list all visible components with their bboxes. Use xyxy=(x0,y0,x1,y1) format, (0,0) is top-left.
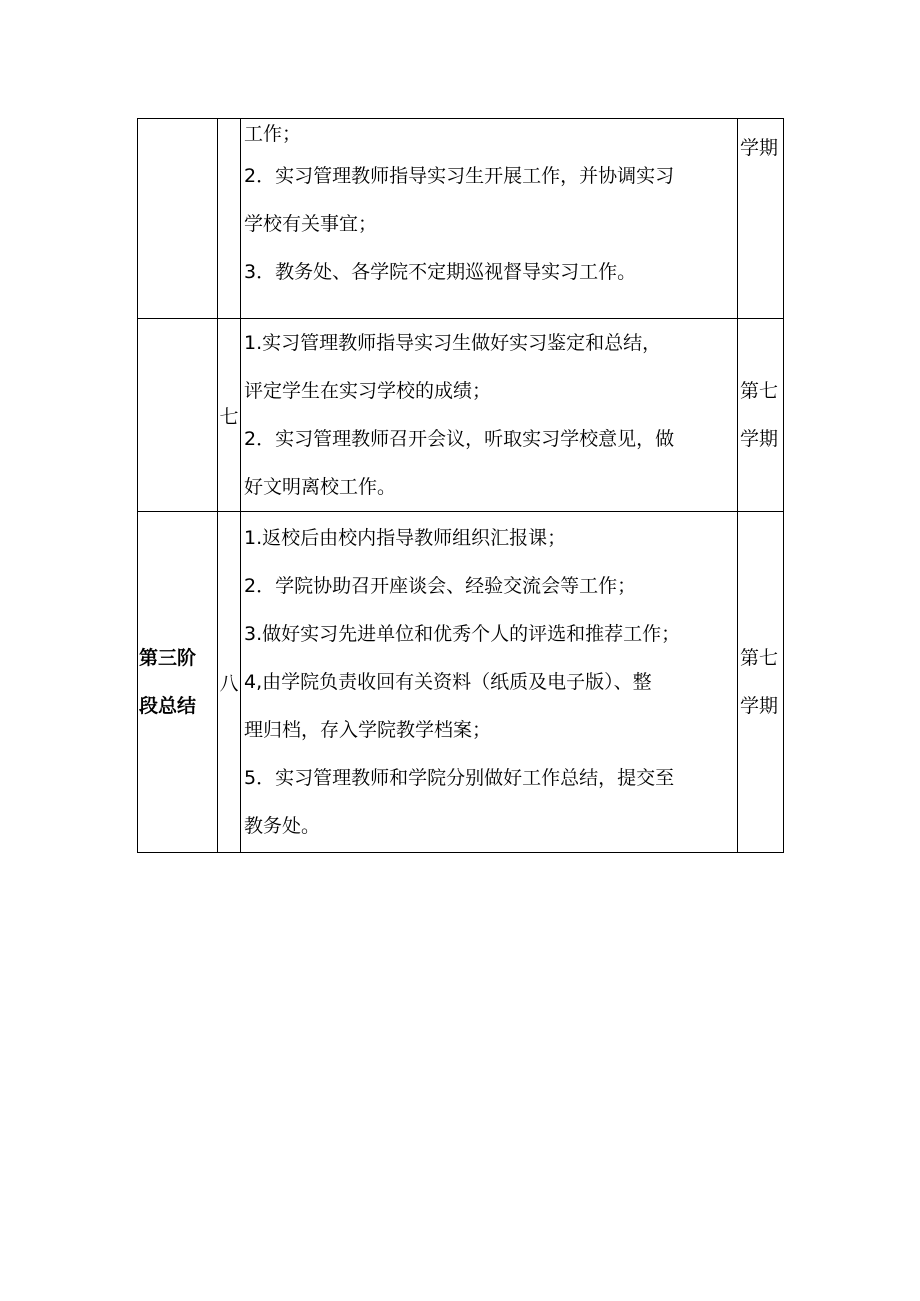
content-line: 5．实习管理教师和学院分别做好工作总结，提交至 xyxy=(244,767,675,789)
table-row xyxy=(138,119,784,319)
content-line: 3．教务处、各学院不定期巡视督导实习工作。 xyxy=(244,261,637,283)
week-cell xyxy=(218,512,241,853)
content-line: 好文明离校工作。 xyxy=(244,476,397,498)
content-line: 理归档，存入学院教学档案； xyxy=(244,719,492,741)
time-cell xyxy=(738,119,784,319)
stage-cell xyxy=(138,319,218,512)
schedule-table xyxy=(137,118,784,853)
stage-cell xyxy=(138,119,218,319)
content-line: 2．实习管理教师召开会议，听取实习学校意见，做 xyxy=(244,428,675,450)
stage-label-line: 段总结 xyxy=(139,695,197,717)
time-line: 学期 xyxy=(740,428,779,450)
stage-label-line: 第三阶 xyxy=(139,647,197,669)
content-line: 1.返校后由校内指导教师组织汇报课； xyxy=(244,527,567,549)
week-label: 七 xyxy=(219,405,239,428)
content-line: 学校有关事宜； xyxy=(244,213,378,235)
time-line: 学期 xyxy=(740,695,779,717)
week-label: 八 xyxy=(219,672,239,695)
time-line: 第七 xyxy=(740,647,779,669)
content-line: 2．实习管理教师指导实习生开展工作，并协调实习 xyxy=(244,165,675,187)
content-cell xyxy=(241,319,738,512)
content-line: 2．学院协助召开座谈会、经验交流会等工作； xyxy=(244,575,637,597)
content-line: 1.实习管理教师指导实习生做好实习鉴定和总结， xyxy=(244,332,662,354)
content-line: 评定学生在实习学校的成绩； xyxy=(244,380,492,402)
time-line: 第七 xyxy=(740,380,779,402)
content-line: 3.做好实习先进单位和优秀个人的评选和推荐工作； xyxy=(244,623,681,645)
week-cell xyxy=(218,119,241,319)
time-cell xyxy=(738,319,784,512)
table-row xyxy=(138,512,784,853)
content-line: 4,由学院负责收回有关资料（纸质及电子版）、整 xyxy=(244,671,652,693)
table-row xyxy=(138,319,784,512)
content-line: 工作； xyxy=(244,123,302,145)
time-line: 学期 xyxy=(740,137,779,159)
stage-cell xyxy=(138,512,218,853)
time-cell xyxy=(738,512,784,853)
content-line: 教务处。 xyxy=(244,815,321,837)
content-cell xyxy=(241,119,738,319)
content-cell xyxy=(241,512,738,853)
week-cell xyxy=(218,319,241,512)
